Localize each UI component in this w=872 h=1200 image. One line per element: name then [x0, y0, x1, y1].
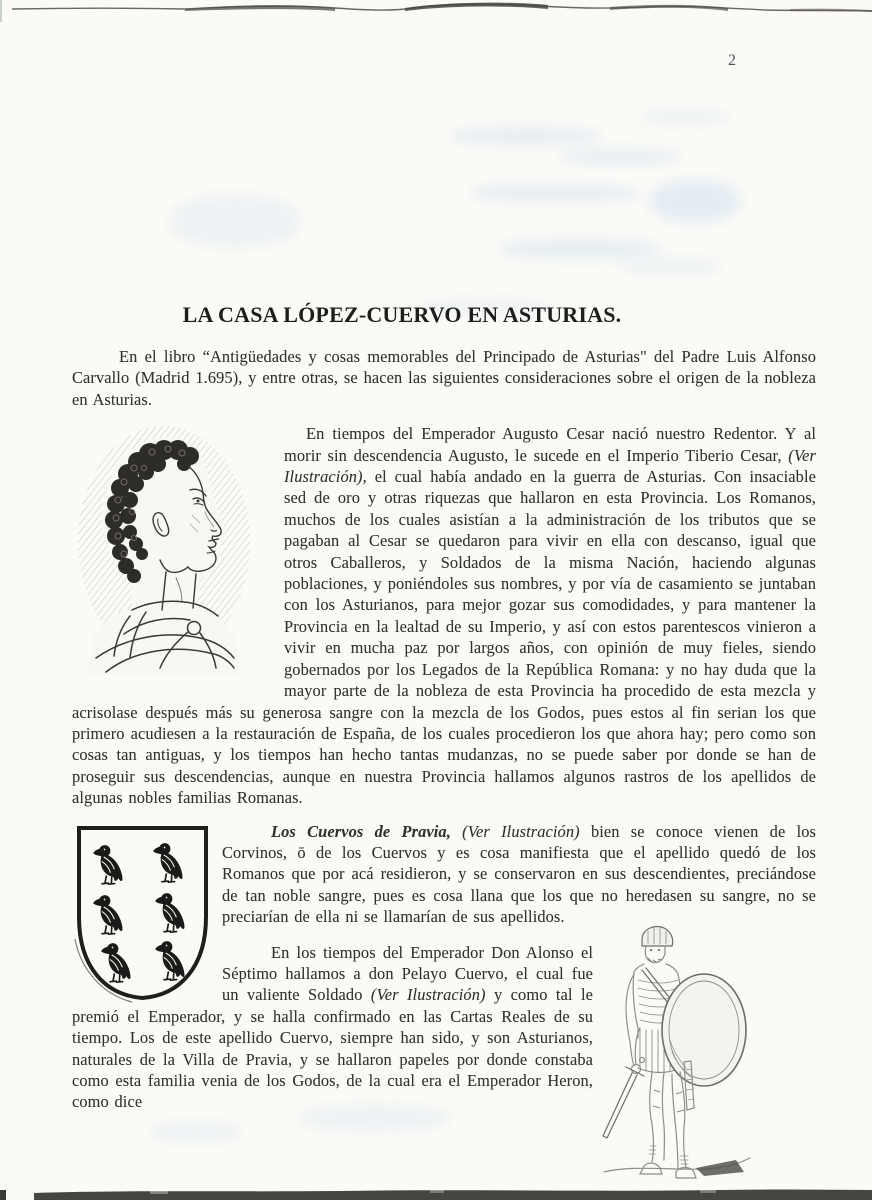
ravens-shield-illustration [72, 821, 213, 1005]
raven-icon [155, 941, 184, 980]
text-run: En los tiempos del Emperador Don Alonso el Séptimo hallamos a don Pelayo Cuervo, el cual fue un valiente Soldado [222, 942, 593, 1005]
raven-icon [93, 845, 122, 884]
paragraph-lead-in: Los Cuervos de Pravia, [271, 821, 463, 841]
raven-icon [101, 943, 130, 982]
illustration-reference: (Ver Ilustración), [284, 445, 816, 487]
illustration-reference: (Ver Ilustración) [462, 821, 580, 841]
bleedthrough-artifact [640, 110, 730, 124]
bleedthrough-artifact [450, 128, 600, 144]
raven-icon [155, 893, 184, 932]
bleedthrough-artifact [650, 180, 740, 222]
text-run: bien se conoce vienen de los Corvinos, ō de los Cuervos y es cosa manifiesta que el apellido quedó de los Romanos que por acá residieron, y se conservaron en sus descendientes, preciándose de tan noble sangre, pues es cosa llana que los que no heredasen su sangre, no se preciarían de ella ni se llamarían de sus apellidos. [222, 821, 817, 927]
scan-edge-top [0, 0, 872, 22]
bleedthrough-artifact [560, 150, 680, 164]
illustration-reference: (Ver Ilustración) [370, 985, 486, 1005]
bleedthrough-artifact [470, 185, 640, 201]
section-romans [72, 423, 816, 808]
bleedthrough-artifact [170, 195, 300, 247]
paragraph-introduction: En el libro “Antigüedades y cosas memorables del Principado de Asturias" del Padre Luis Alfonso Carvallo (Madrid 1.695), y entre otras, se hacen las siguientes consideraciones sobre el origen de la nobleza en Asturias. [72, 347, 816, 409]
bleedthrough-artifact [620, 258, 720, 274]
page-number: 2 [728, 52, 737, 69]
roman-soldier-engraving [596, 920, 756, 1190]
scan-edge-bottom [0, 1184, 872, 1200]
emperor-portrait-engraving [72, 420, 262, 674]
document-title: LA CASA LÓPEZ-CUERVO EN ASTURIAS. [182, 302, 622, 327]
text-run: y como tal le premió el Emperador, y se halla confirmado en las Cartas Reales de su tiempo. Los de este apellido Cuervo, siempre han sido, y son Asturianos, naturales de la Villa de Pravia, y se hallaron papeles por donde constaba como esta familia venia de los Godos, de la cual era el Emperador Heron, como dice [72, 985, 593, 1112]
text-run: el cual había andado en la guerra de Asturias. Con insaciable sed de oro y otras riquezas que hallaron en esta Provincia. Los Romanos, muchos de los cuales asistían a la administración de los tributos que se pagaban al Cesar se quedaron para vivir en ella con descanso, igual que otros Caballeros, y Soldados de la misma Nación, haciendo algunas poblaciones, y poniéndoles sus nombres, y por vía de casamiento se juntaban con los Asturianos, para mejor gozar sus comodidades, y para mantener la Provincia en la lealtad de su Imperio, y así con estos parentescos vinieron a vivir en mucha paz por largos años, con opinión de muy fieles, siendo gobernados por los Legados de la República Romana: y no hay duda que la mayor parte de la nobleza de esta Provincia ha procedido de esta mezcla y acrisolase después más su generosa sangre con la mezcla de los Godos, pues estos al fin serian los que primero acudiesen a la restauración de España, de los cuales procedieron los que ahora hay; pero como son cosas tan antiguas, y los tiempos han hecho tantas mudanzas, no se puede saber por donde se han de proseguir sus descendencias, aunque en nuestra Provincia hallamos algunos rastros de los apellidos de algunas nobles familias Romanas. [72, 467, 816, 808]
raven-icon [153, 843, 182, 882]
bleedthrough-artifact [150, 1122, 240, 1142]
bleedthrough-artifact [500, 240, 660, 258]
raven-icon [93, 895, 122, 934]
text-run: En tiempos del Emperador Augusto Cesar nació nuestro Redentor. Y al morir sin descendencia Augusto, le sucede en el Imperio Tiberio Cesar, [284, 424, 816, 465]
